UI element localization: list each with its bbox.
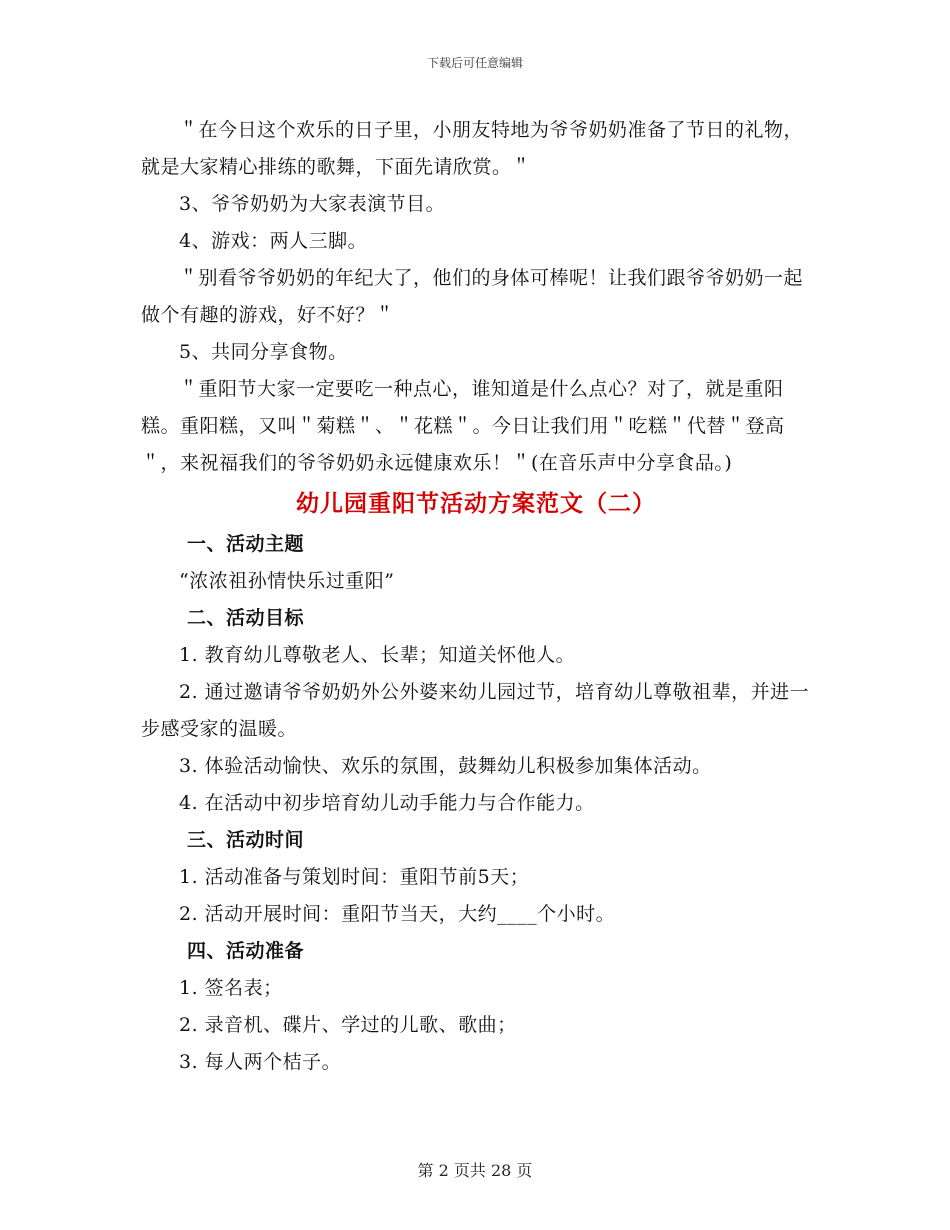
paragraph-game: ＂别看爷爷奶奶的年纪大了，他们的身体可棒呢！让我们跟爷爷奶奶一起做个有趣的游戏，好不好？＂ — [141, 267, 804, 326]
section-heading-goals: 二、活动目标 — [187, 607, 305, 629]
document-body — [141, 112, 811, 1081]
goal-item: 2. 通过邀请爷爷奶奶外公外婆来幼儿园过节，培育幼儿尊敬祖辈，并进一步感受家的温暖。 — [141, 681, 810, 740]
time-item: 2. 活动开展时间：重阳节当天，大约____个小时。 — [179, 903, 616, 925]
step-5: 5、共同分享食物。 — [179, 341, 348, 363]
section-heading-time: 三、活动时间 — [187, 829, 305, 851]
preparation-item: 2. 录音机、碟片、学过的儿歌、歌曲； — [179, 1014, 517, 1036]
preparation-item: 1. 签名表； — [179, 977, 283, 999]
goal-item: 4. 在活动中初步培育幼儿动手能力与合作能力。 — [179, 792, 595, 814]
header-note: 下载后可任意编辑 — [426, 56, 523, 70]
theme-text: “浓浓祖孙情快乐过重阳” — [179, 570, 395, 592]
step-4: 4、游戏：两人三脚。 — [179, 230, 368, 252]
goal-item: 1. 教育幼儿尊敬老人、长辈；知道关怀他人。 — [179, 644, 576, 666]
section-heading-theme: 一、活动主题 — [187, 533, 305, 555]
step-3: 3、爷爷奶奶为大家表演节目。 — [179, 193, 446, 215]
document-title: 幼儿园重阳节活动方案范文（二） — [296, 491, 656, 517]
paragraph-intro: ＂在今日这个欢乐的日子里，小朋友特地为爷爷奶奶准备了节日的礼物，就是大家精心排练的歌舞，下面先请欣赏。＂ — [141, 119, 804, 178]
time-item: 1. 活动准备与策划时间：重阳节前5天； — [179, 866, 530, 888]
section-heading-preparation: 四、活动准备 — [187, 940, 305, 962]
preparation-item: 3. 每人两个桔子。 — [179, 1051, 342, 1073]
paragraph-food: ＂重阳节大家一定要吃一种点心，谁知道是什么点心？对了，就是重阳糕。重阳糕，又叫＂菊糕＂、＂花糕＂。今日让我们用＂吃糕＂代替＂登高＂，来祝福我们的爷爷奶奶永远健康欢乐！＂(在音乐声中分享食品。) — [141, 378, 785, 474]
goal-item: 3. 体验活动愉快、欢乐的氛围，鼓舞幼儿积极参加集体活动。 — [179, 755, 712, 777]
page-number: 第 2 页共 28 页 — [417, 1161, 533, 1180]
